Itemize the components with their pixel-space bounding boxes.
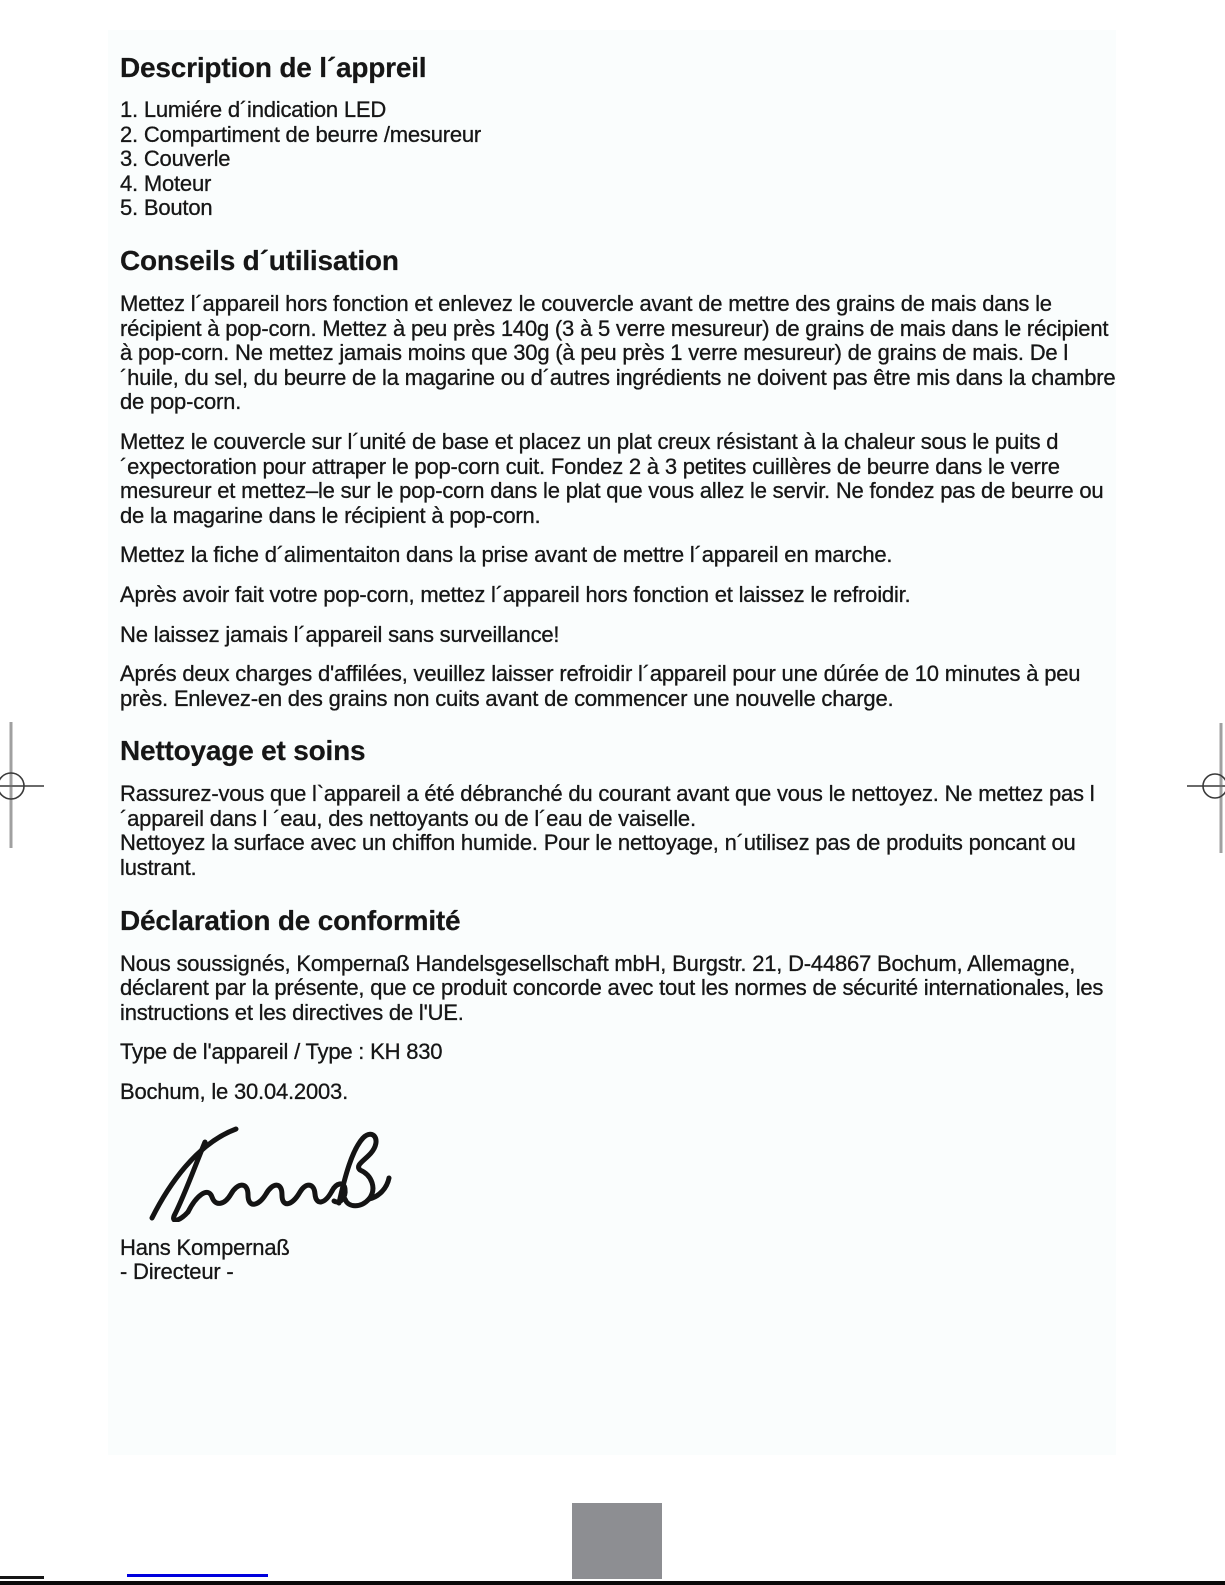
usage-paragraph: Aprés deux charges d'affilées, veuillez laisser refroidir l´appareil pour une dúrée de 10 minutes à peu près. Enlevez-en des grains non cuits avant de commencer une nouvelle charge. [120,661,1081,711]
list-item: 1. Lumiére d´indication LED [120,97,387,122]
appliance-type-line: Type de l'appareil / Type : KH 830 [120,1039,443,1065]
list-item: 2. Compartiment de beurre /mesureur [120,121,482,147]
list-item: 3. Couverle [120,146,231,172]
document-content [120,40,1120,1285]
section-title-cleaning: Nettoyage et soins [120,735,366,767]
usage-paragraph: Après avoir fait votre pop-corn, mettez l´appareil hors fonction et laissez le refroidir. [120,581,911,607]
section-title-usage: Conseils d´utilisation [120,244,399,276]
section-title-conformity: Déclaration de conformité [120,904,461,936]
cleaning-line: Rassurez-vous que l`appareil a été débranché du courant avant que vous le nettoyez. Ne mettez pas l´appareil dans l ´eau, des nettoyants ou de l´eau de vaiselle. [120,781,1095,831]
conformity-paragraph: Nous soussignés, Kompernaß Handelsgesellschaft mbH, Burgstr. 21, D-44867 Bochum, Allemagne, déclarent par la présente, que ce produit concorde avec tout les normes de sécurité internationales, les instructions et les directives de l'UE. [120,950,1104,1025]
list-item: 4. Moteur [120,170,212,196]
signer-role: - Directeur - [120,1259,234,1285]
scan-artifact-black-dash [0,1576,44,1579]
scan-artifact-bottom-rule [0,1581,1225,1585]
crop-mark-right-icon [1175,716,1225,856]
scan-artifact-blue-line [127,1574,268,1577]
usage-paragraph: Ne laissez jamais l´appareil sans surveillance! [120,621,560,647]
signature-stroke [188,1185,332,1212]
crop-mark-left-icon [0,716,50,856]
cleaning-line: Nettoyez la surface avec un chiffon humide. Pour le nettoyage, n´utilisez pas de produits poncant ou lustrant. [120,830,1076,881]
signer-block [120,1236,1120,1285]
usage-paragraph: Mettez la fiche d´alimentaiton dans la prise avant de mettre l´appareil en marche. [120,542,893,568]
section-title-description: Description de l´appreil [120,52,427,83]
place-date-line: Bochum, le 30.04.2003. [120,1079,348,1105]
scan-artifact-gray-box [572,1503,662,1579]
list-item: 5. Bouton [120,195,213,221]
cleaning-paragraph [120,782,1120,880]
signature-image [142,1120,1120,1222]
usage-paragraph: Mettez l´appareil hors fonction et enlevez le couvercle avant de mettre des grains de mais dans le récipient à pop-corn. Mettez à peu près 140g (3 à 5 verre mesureur) de grains de mais dans le récipient à pop-corn. Ne mettez jamais moins que 30g (à peu près 1 verre mesureur) de grains de mais. De l´huile, du sel, du beurre de la magarine ou d´autres ingrédients ne doivent pas être mis dans la chambre de pop-corn. [120,290,1116,415]
device-parts-list [120,98,1120,221]
usage-paragraph: Mettez le couvercle sur l´unité de base et placez un plat creux résistant à la chaleur sous le puits d´expectoration pour attraper le pop-corn cuit. Fondez 2 à 3 petites cuillères de beurre dans le verre mesureur et mettez–le sur le pop-corn dans le plat que vous allez le servir. Ne fondez pas de beurre ou de la magarine dans le récipient à pop-corn. [120,428,1104,528]
signer-name: Hans Kompernaß [120,1234,290,1260]
